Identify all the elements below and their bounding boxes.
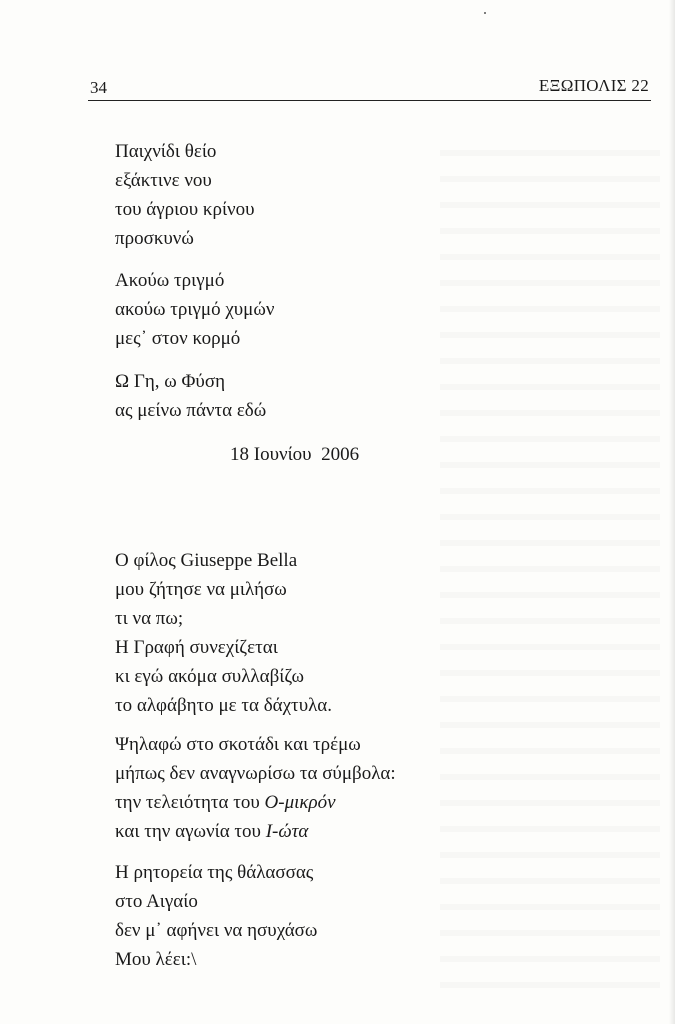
poem-line: εξάκτινε νου — [115, 170, 212, 191]
poem-line: ακούω τριγμό χυμών — [115, 299, 275, 320]
poem2-stanza-3 — [115, 858, 317, 974]
italic-word: Ο-μικρόν — [264, 792, 336, 813]
poem1-stanza-2 — [115, 266, 274, 353]
poem-line: μες᾽ στον κορμό — [115, 328, 241, 349]
poem-line: Ψηλαφώ στο σκοτάδι και τρέμω — [115, 734, 361, 755]
poem-line: προσκυνώ — [115, 228, 194, 249]
italic-word: Ι-ώτα — [265, 821, 309, 842]
poem-line: Ω Γη, ω Φύση — [115, 371, 226, 392]
poem1-stanza-1 — [115, 137, 255, 253]
poem-line: το αλφάβητο με τα δάχτυλα. — [115, 695, 333, 716]
poem-line: στο Αιγαίο — [115, 891, 198, 912]
poem2-stanza-1 — [115, 546, 332, 720]
running-head: ΕΞΩΠΟΛΙΣ 22 — [538, 76, 649, 95]
poem-line: Ο φίλος Giuseppe Bella — [115, 550, 298, 571]
poem-line: Η Γραφή συνεχίζεται — [115, 637, 278, 658]
poem-line: τι να πω; — [115, 608, 184, 629]
poem-line: του άγριου κρίνου — [115, 199, 255, 220]
poem-line-text: την τελειότητα του — [115, 792, 265, 813]
poem-line: κι εγώ ακόμα συλλαβίζω — [115, 666, 305, 687]
poem-line: μου ζήτησε να μιλήσω — [115, 579, 287, 600]
page-number: 34 — [90, 78, 107, 97]
poem2-stanza-2 — [115, 730, 396, 846]
poem-line: μήπως δεν αναγνωρίσω τα σύμβολα: — [115, 763, 396, 784]
poem-line: Ακούω τριγμό — [115, 270, 225, 291]
poem-line: Η ρητορεία της θάλασσας — [115, 862, 314, 883]
poem-date: 18 Ιουνίου 2006 — [230, 444, 360, 465]
poem-line: ας μείνω πάντα εδώ — [115, 400, 267, 421]
poem-line — [115, 788, 396, 817]
poem-line: Παιχνίδι θείο — [115, 141, 217, 162]
paper-speck — [484, 12, 486, 14]
bleed-through-shadow — [440, 130, 660, 990]
poem-line: δεν μ᾽ αφήνει να ησυχάσω — [115, 920, 318, 941]
poem-line-text: και την αγωνία του — [115, 821, 266, 842]
poem-line: Μου λέει:\ — [115, 949, 197, 970]
page-header — [88, 74, 651, 101]
poem1-stanza-3 — [115, 367, 266, 425]
poem-line — [115, 817, 396, 846]
page-edge-shadow — [669, 0, 675, 1024]
